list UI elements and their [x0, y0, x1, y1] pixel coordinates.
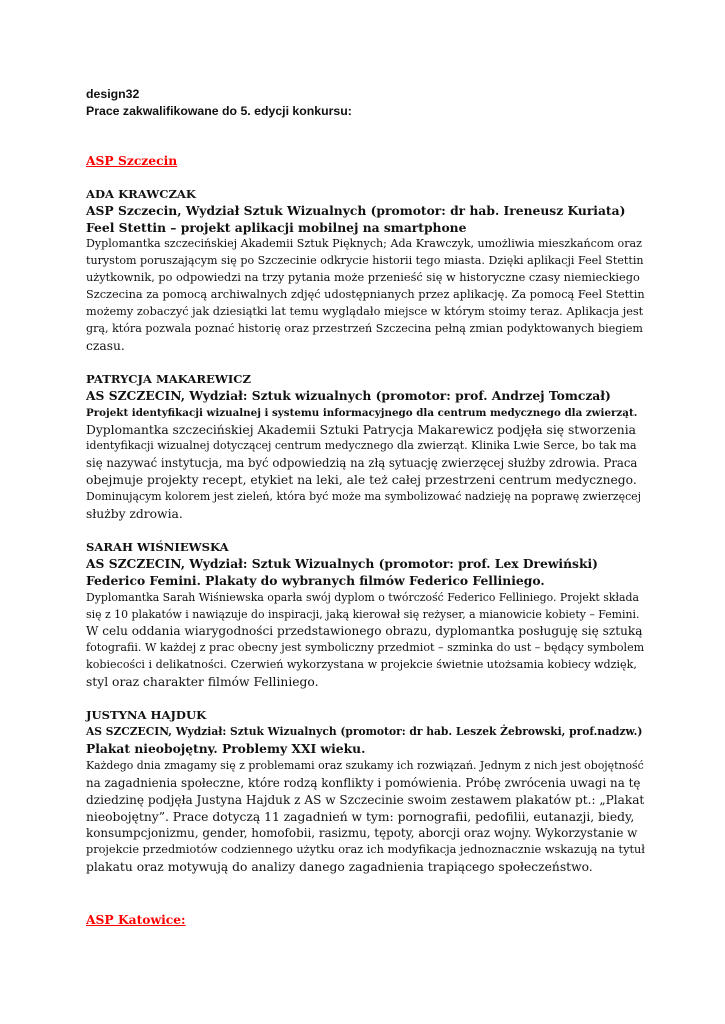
- entry-ada-krawczak: [86, 186, 646, 355]
- description-line: fotografii. W każdej z prac obecny jest symboliczny przedmiot – szminka do ust – będący symbolem: [86, 641, 645, 655]
- description-line: Szczecina za pomocą archiwalnych zdjęć udostępnianych przez aplikację. Za pomocą Feel Stettin: [86, 288, 645, 302]
- description-line: się z 10 plakatów i nawiązuje do inspiracji, jaką kierował się reżyser, a mianowicie kobiety – Femini.: [86, 607, 640, 621]
- entry-sarah-wisniewska: [86, 539, 646, 691]
- entry-description: [86, 758, 646, 876]
- entry-affiliation: AS SZCZECIN, Wydział: Sztuk wizualnych (promotor: prof. Andrzej Tomczał): [86, 387, 611, 403]
- entry-patrycja-makarewicz: [86, 371, 646, 523]
- entry-name: ADA KRAWCZAK: [86, 186, 196, 201]
- entry-affiliation: AS SZCZECIN, Wydział: Sztuk Wizualnych (promotor: prof. Lex Drewiński): [86, 555, 598, 571]
- description-line: obejmuje projekty recept, etykiet na leki, ale też całej przestrzeni centrum medycznego.: [86, 473, 637, 488]
- description-line: nieobojętny”. Prace dotyczą 11 zagadnień w tym: pornografii, pedofilii, eutanazji, biedy,: [86, 809, 635, 824]
- description-line: kobiecości i delikatności. Czerwień wykorzystana w projekcie świetnie utożsamia kobiecy wdzięk,: [86, 658, 637, 672]
- description-line: dziedzinę podjęła Justyna Hajduk z AS w Szczecinie swoim zestawem plakatów pt.: „Plakat: [86, 792, 645, 807]
- description-line: W celu oddania wiarygodności przedstawionego obrazu, dyplomantka posługuję się sztuką: [86, 624, 643, 639]
- entry-name: SARAH WIŚNIEWSKA: [86, 539, 229, 554]
- description-line: grą, która pozwala poznać historię oraz przestrzeń Szczecina pełną zmian podyktowanych biegiem: [86, 321, 643, 335]
- document-title: design32: [86, 87, 140, 101]
- description-line: styl oraz charakter filmów Felliniego.: [86, 675, 319, 690]
- description-line: możemy zobaczyć jak dziesiątki lat temu wyglądało miejsce w którym stoimy teraz. Aplikacja jest: [86, 305, 644, 319]
- entry-description: [86, 422, 646, 523]
- entry-affiliation: ASP Szczecin, Wydział Sztuk Wizualnych (promotor: dr hab. Ireneusz Kuriata): [86, 202, 626, 218]
- description-line: plakatu oraz motywują do analizy danego zagadnienia trapiącego społeczeństwo.: [86, 860, 593, 875]
- description-line: Dyplomantka szczecińskiej Akademii Sztuki Patrycja Makarewicz podjęła się stworzenia: [86, 422, 636, 437]
- entry-affiliation: AS SZCZECIN, Wydział: Sztuk Wizualnych (promotor: dr hab. Leszek Żebrowski, prof.nadzw.): [86, 725, 643, 738]
- section-heading-asp-szczecin: ASP Szczecin: [86, 152, 178, 168]
- section-heading-asp-katowice: ASP Katowice:: [86, 912, 186, 928]
- description-line: konsumpcjonizmu, gender, homofobii, rasizmu, tępoty, aborcji oraz wojny. Wykorzystanie w: [86, 826, 638, 841]
- entry-description: [86, 236, 646, 354]
- description-line: czasu.: [86, 338, 125, 353]
- description-line: Dominującym kolorem jest zieleń, która być może ma symbolizować nadzieję na poprawę zwierzęcej: [86, 490, 641, 504]
- description-line: identyfikacji wizualnej dotyczącej centrum medycznego dla zwierząt. Klinika Lwie Serce, bo tak ma: [86, 439, 637, 453]
- description-line: służby zdrowia.: [86, 507, 183, 522]
- entry-description: [86, 590, 646, 691]
- description-line: turystom poruszającym się po Szczecinie odkrycie historii tego miasta. Dzięki aplikacji Feel Stettin: [86, 254, 644, 268]
- description-line: na zagadnienia społeczne, które rodzą konflikty i pomówienia. Próbę zwrócenia uwagi na tę: [86, 775, 641, 790]
- description-line: Każdego dnia zmagamy się z problemami oraz szukamy ich rozwiązań. Jednym z nich jest obojętność: [86, 758, 644, 772]
- document-page: [86, 86, 646, 929]
- description-line: użytkownik, po odpowiedzi na trzy pytania może przenieść się w historyczne czasy niemieckiego: [86, 271, 640, 285]
- description-line: Dyplomantka Sarah Wiśniewska oparła swój dyplom o twórczość Federico Felliniego. Projekt składa: [86, 590, 639, 604]
- description-line: projekcie przedmiotów codziennego użytku oraz ich modyfikacja jednoznacznie wskazują na tytuł: [86, 843, 645, 857]
- entry-project-title: Projekt identyfikacji wizualnej i systemu informacyjnego dla centrum medycznego dla zwierząt.: [86, 406, 638, 419]
- entry-project-title: Federico Femini. Plakaty do wybranych filmów Federico Felliniego.: [86, 572, 545, 588]
- entry-name: JUSTYNA HAJDUK: [86, 708, 207, 723]
- entry-justyna-hajduk: [86, 707, 646, 876]
- description-line: Dyplomantka szczecińskiej Akademii Sztuk Pięknych; Ada Krawczyk, umożliwia mieszkańcom oraz: [86, 237, 642, 251]
- entry-name: PATRYCJA MAKAREWICZ: [86, 371, 251, 386]
- document-subtitle: Prace zakwalifikowane do 5. edycji konkursu:: [86, 103, 352, 118]
- entry-project-title: Plakat nieobojętny. Problemy XXI wieku.: [86, 740, 366, 756]
- entry-project-title: Feel Stettin – projekt aplikacji mobilnej na smartphone: [86, 219, 467, 235]
- description-line: się nazywać instytucja, ma być odpowiedzią na złą sytuację zwierzęcej służby zdrowia. Praca: [86, 456, 638, 471]
